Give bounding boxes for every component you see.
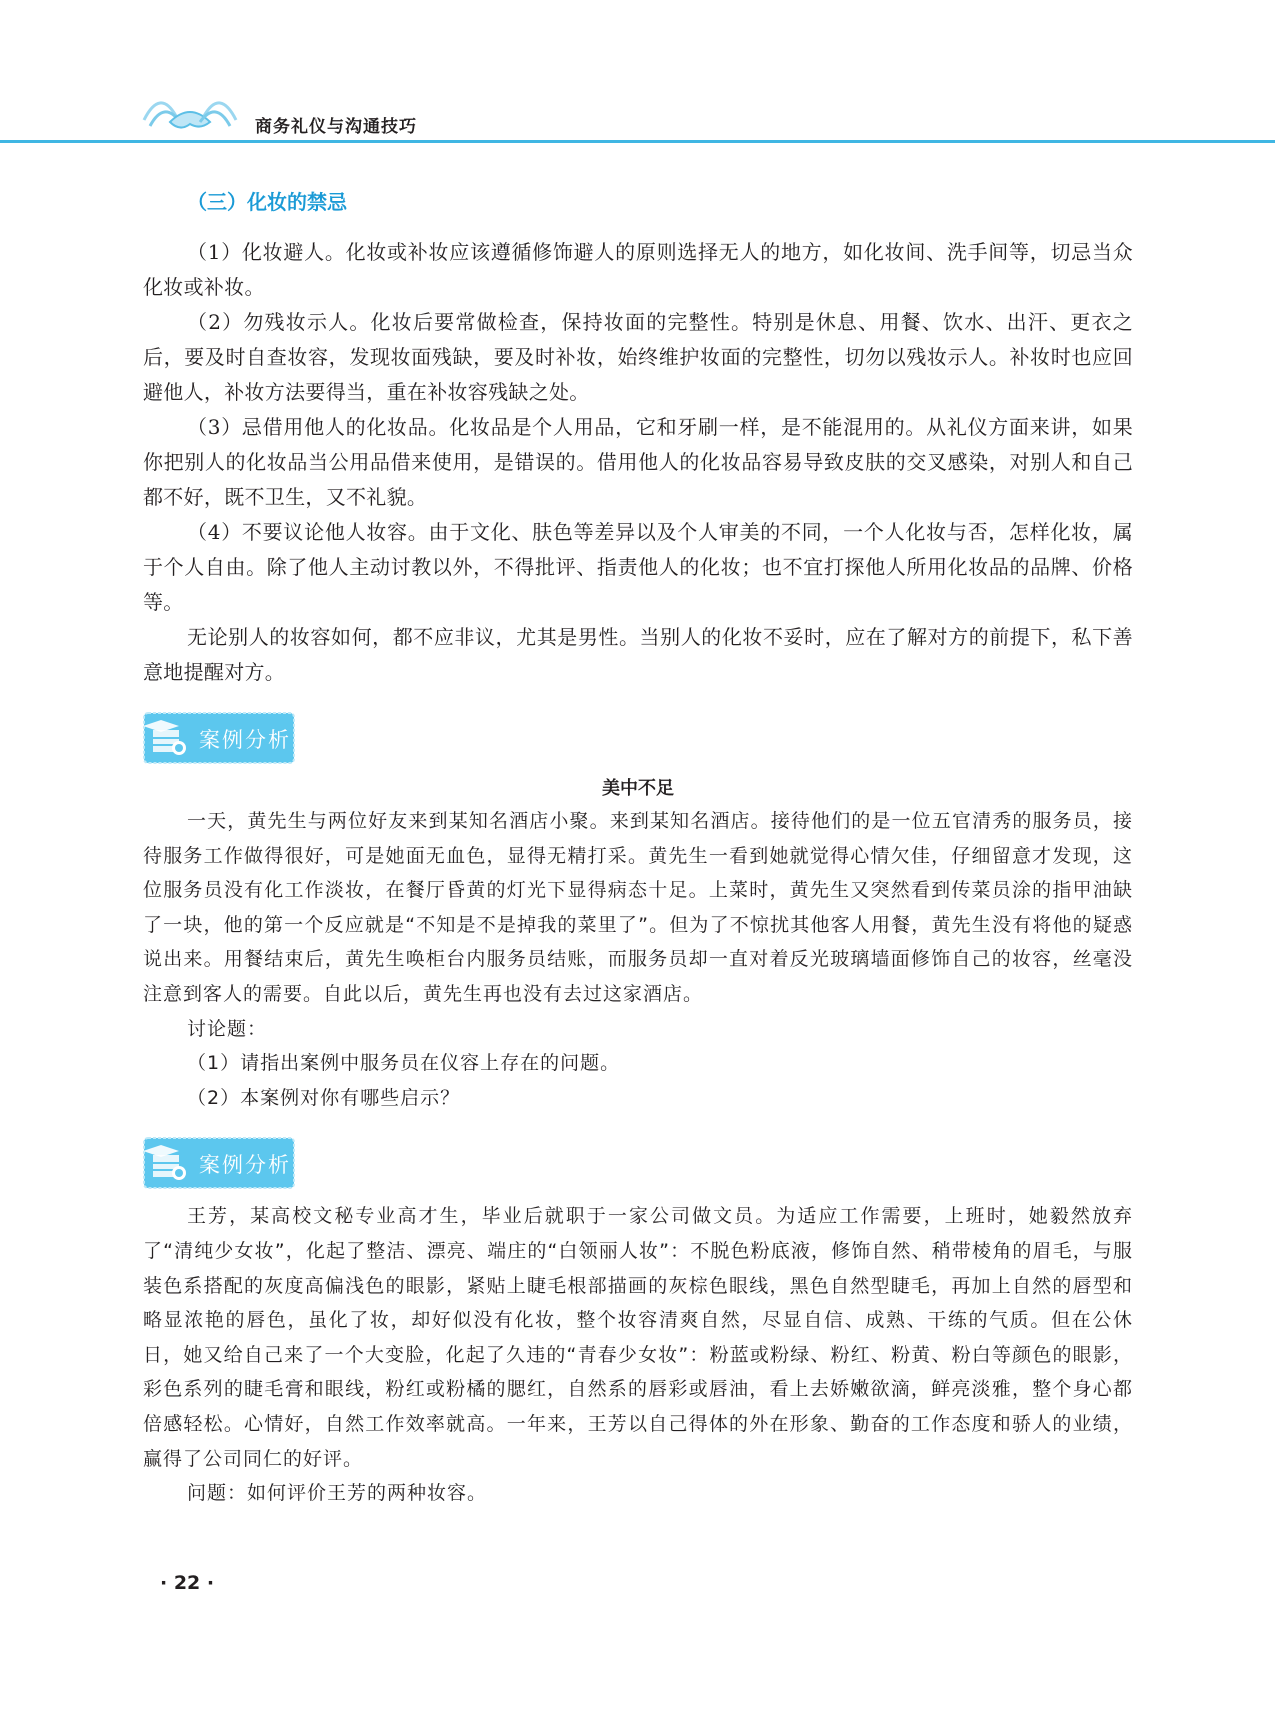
- question-item: （2）本案例对你有哪些启示？: [187, 1086, 461, 1109]
- case-paragraph: 一天，黄先生与两位好友来到某知名酒店小聚。来到某知名酒店。接待他们的是一位五官清秀的服务员，接待服务工作做得很好，可是她面无血色，显得无精打采。黄先生一看到她就觉得心情欠佳，仔细留意才发现，这位服务员没有化工作淡妆，在餐厅昏黄的灯光下显得病态十足。上菜时，黄先生又突然看到传菜员涂的指甲油缺了一块，他的第一个反应就是“不知是不是掉我的菜里了”。但为了不惊扰其他客人用餐，黄先生没有将他的疑惑说出来。用餐结束后，黄先生唤柜台内服务员结账，而服务员却一直对着反光玻璃墙面修饰自己的妆容，丝毫没注意到客人的需要。自此以后，黄先生再也没有去过这家酒店。: [143, 810, 1133, 1005]
- case-body: [143, 1199, 1133, 1510]
- paragraph: （2）勿残妆示人。化妆后要常做检查，保持妆面的完整性。特别是休息、用餐、饮水、出汗、更衣之后，要及时自查妆容，发现妆面残缺，要及时补妆，始终维护妆面的完整性，切勿以残妆示人。补妆时也应回避他人，补妆方法要得当，重在补妆容残缺之处。: [143, 310, 1133, 404]
- discussion-label: 讨论题：: [187, 1017, 268, 1040]
- page-number: · 22 ·: [160, 1572, 215, 1594]
- question-item: （1）请指出案例中服务员在仪容上存在的问题。: [187, 1052, 621, 1075]
- case-title: 美中不足: [602, 778, 674, 799]
- header-divider: [0, 140, 1275, 143]
- section-heading: （三）化妆的禁忌: [187, 190, 347, 214]
- paragraph: （1）化妆避人。化妆或补妆应该遵循修饰避人的原则选择无人的地方，如化妆间、洗手间等，切忌当众化妆或补妆。: [143, 240, 1133, 299]
- page-header: [0, 0, 1275, 150]
- case-body: [143, 804, 1133, 1115]
- handshake-logo-icon: [140, 78, 240, 138]
- book-title: 商务礼仪与沟通技巧: [255, 117, 417, 137]
- paragraph: （4）不要议论他人妆容。由于文化、肤色等差异以及个人审美的不同，一个人化妆与否，怎样化妆，属于个人自由。除了他人主动讨教以外，不得批评、指责他人的化妆；也不宜打探他人所用化妆品的品牌、价格等。: [143, 520, 1133, 614]
- case-badge-label: 案例分析: [199, 728, 291, 752]
- case-analysis-badge: [143, 712, 295, 764]
- paragraph: 无论别人的妆容如何，都不应非议，尤其是男性。当别人的化妆不妥时，应在了解对方的前提下，私下善意地提醒对方。: [143, 625, 1133, 684]
- page-content: [143, 186, 1133, 1511]
- section-body: [143, 235, 1133, 690]
- case-badge-label: 案例分析: [199, 1153, 291, 1178]
- case-question: 问题：如何评价王芳的两种妆容。: [187, 1482, 488, 1505]
- case-analysis-badge: [143, 1137, 295, 1189]
- case-paragraph: 王芳，某高校文秘专业高才生，毕业后就职于一家公司做文员。为适应工作需要，上班时，她毅然放弃了“清纯少女妆”，化起了整洁、漂亮、端庄的“白领丽人妆”：不脱色粉底液，修饰自然、稍带棱角的眉毛，与服装色系搭配的灰度高偏浅色的眼影，紧贴上睫毛根部描画的灰棕色眼线，黑色自然型睫毛，再加上自然的唇型和略显浓艳的唇色，虽化了妆，却好似没有化妆，整个妆容清爽自然，尽显自信、成熟、干练的气质。但在公休日，她又给自己来了一个大变脸，化起了久违的“青春少女妆”：粉蓝或粉绿、粉红、粉黄、粉白等颜色的眼影，彩色系列的睫毛膏和眼线，粉红或粉橘的腮红，自然系的唇彩或唇油，看上去娇嫩欲滴，鲜亮淡雅，整个身心都倍感轻松。心情好，自然工作效率就高。一年来，王芳以自己得体的外在形象、勤奋的工作态度和骄人的业绩，赢得了公司同仁的好评。: [143, 1205, 1133, 1470]
- paragraph: （3）忌借用他人的化妆品。化妆品是个人用品，它和牙刷一样，是不能混用的。从礼仪方面来讲，如果你把别人的化妆品当公用品借来使用，是错误的。借用他人的化妆品容易导致皮肤的交叉感染，对别人和自己都不好，既不卫生，又不礼貌。: [143, 415, 1133, 509]
